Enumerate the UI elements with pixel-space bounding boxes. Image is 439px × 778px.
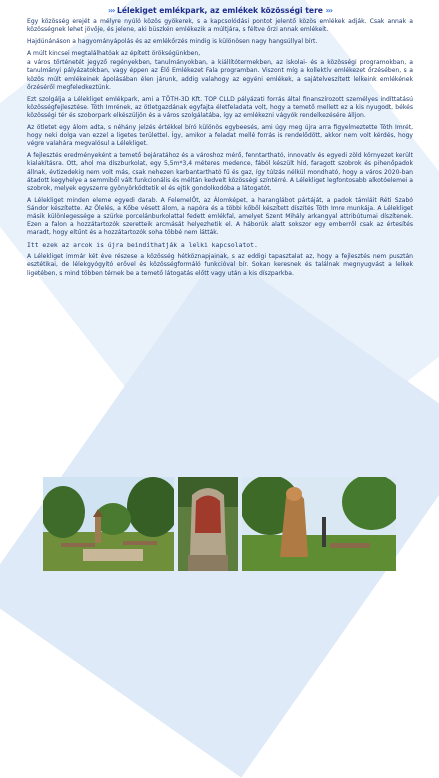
park-photo-wood-statue-image bbox=[242, 477, 396, 571]
park-photo-stone-sign bbox=[178, 477, 238, 571]
paragraph-dream: Az ötletet egy álom adta, s néhány jelzés értékkel bíró különös egybeesés, ami úgy meg újra arra figyelmeztette Tóth Imrét, hogy neki dolga van ezzel a ligetes területtel. Így, amikor a feladat mellé forrás is rendelődött, akkor nem volt kérdés, hogy végre valahára megvalósul a Lélekliget. bbox=[27, 124, 413, 148]
article bbox=[27, 6, 413, 282]
paragraph-development: A fejlesztés eredményeként a temető bejáratához és a városhoz mérő, fenntartható, innovatív és egyedi zöld környezet került kialakításra. Ott, ahol ma díszburkolat, egy 5,5m*3,4 méteres medence, fából készült híd, faragott szobrok és pihenőpadok állnak, évtizedekig nem volt más, csak nehezen karbantartható fű és gaz, így túlzás nélkül mondható, hogy a város 2020-ban átadott kegyhelye a semmiből vált funkcionális és méltán kedvelt közösségi színtérré. A Lélekliget legfontosabb alkotóelemei a szobrok, melyek egyszerre gyönyörködtetik el és ejtik gondolkodóba a látogatót. bbox=[27, 152, 413, 192]
paragraph-tradition: Hajdúnánáson a hagyományápolás és az emlékőrzés mindig is különösen nagy hangsúllyal bírt. bbox=[27, 38, 318, 46]
photo-strip bbox=[43, 477, 396, 571]
park-photo-benches bbox=[43, 477, 174, 571]
paragraph-closing: A Lélekliget immár két éve részese a közösség hétköznapjainak, s az eddigi tapasztalat az, hogy a fejlesztés nem pusztán esztétikai, de lélekgyógyító erővel és közösségformáló funkcióval bír. Sokan keresnek és találnak megnyugvást a lelkek ligetében, s mind többen térnek be a temető látogatás előtt vagy után a kis díszparkba. bbox=[27, 253, 413, 277]
park-photo-stone-sign-image bbox=[178, 477, 238, 571]
paragraph-programs: a város történetét jegyző regényekben, tanulmányokban, a kiállítótermekben, az iskolai- és a közösségi programokban, a tanulmányi pályázatokban, vagy éppen az Élő Emlékezet Fala programban. Viszont míg a kollektív emlékezet őrzésében, s a közös múlt emlékeinek ápolásában élen járunk, addig valahogy az egyéni emlékek, a sajátelveszített lelkeink emlékének őrzéséről megfeledkeztünk. bbox=[27, 59, 413, 91]
title-text: Lélekiget emlékpark, az emlékek közösségi tere bbox=[117, 6, 323, 15]
park-photo-wood-statue bbox=[242, 477, 396, 571]
page-title bbox=[27, 6, 413, 16]
paragraph-heritage: A múlt kincsei megtalálhatóak az épített örökségünkben, bbox=[27, 50, 201, 58]
title-arrows-right-icon: ››› bbox=[325, 6, 333, 15]
paragraph-project: Ezt szolgálja a Lélekliget emlékpark, ami a TÖTH-3D Kft. TOP CLLD pályázati forrás által finanszírozott személyes indíttatású közösségfejlesztése. Tóth Imrének, az ötletgazdának egyfajta életfeladata volt, hogy a temető mellett ez a kis nyugodt, békés közösségi tér és szoborpark elkészüljön és a város szolgálatába, így az emlékezni vágyók rendelkezésére álljon. bbox=[27, 95, 413, 119]
highlight-line: Itt ezek az arcok is újra beindíthatják a lelki kapcsolatot. bbox=[27, 241, 258, 250]
paragraph-statues: A Lélekliget minden eleme egyedi darab. A FelemelŐt, az Álomképet, a haranglábot pártáját, a padok támláit Réti Szabó Sándor készítette. Az Ölelés, a Kőbe vésett álom, a napóra és a többi kőből készített díszítés Tóth Imre munkája. A Lélekliget másik különlegessége a szürke porcelánburkolattal fedett emlékfal, amelyet Szent Mihály arkangyal attribútumai díszítenek. Ezen a falon a hozzátartozók szeretteik arcmását helyezhetik el. A háborúk alatt sokszor egy emberről csak az értesítés maradt, hogy eltűnt és a hozzátartozók soha többé nem látták. bbox=[27, 196, 413, 237]
park-photo-benches-image bbox=[43, 477, 174, 571]
title-arrows-left-icon: ››› bbox=[107, 6, 115, 15]
paragraph-intro: Egy közösség erejét a mélyre nyúló közös gyökerek, s a kapcsolódási pontot jelentő közös emlékek adják. Csak annak a közösségnek lehet jövője, és jelene, aki büszkén emlékezik a múltjára, s féltve őrzi annak emlékeit. bbox=[27, 18, 413, 34]
